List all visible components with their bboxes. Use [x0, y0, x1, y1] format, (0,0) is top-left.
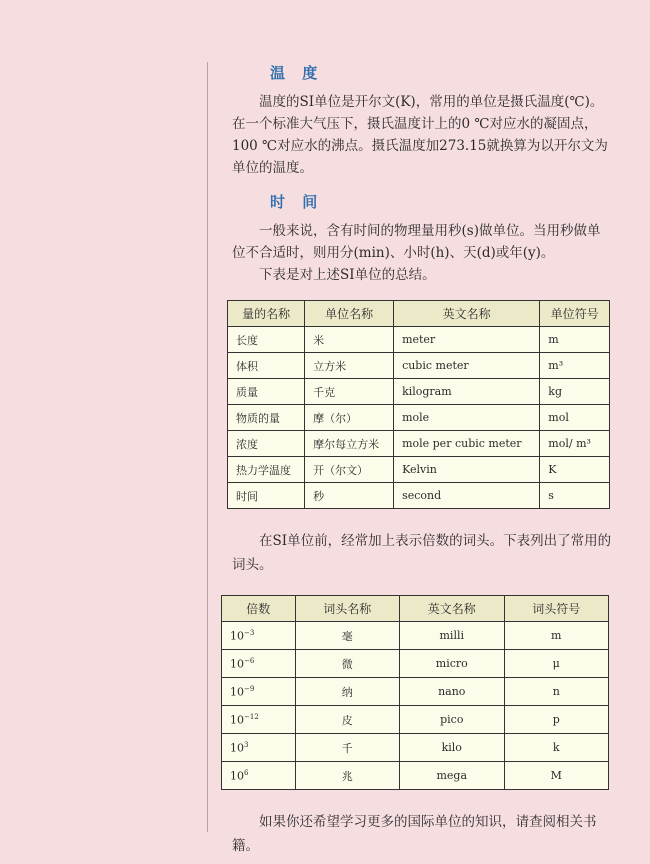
time-paragraph: 一般来说，含有时间的物理量用秒(s)做单位。当用秒做单位不合适时，则用分(min)、小时(h)、天(d)或年(y)。: [232, 223, 601, 261]
multiplier-exponent: 6: [244, 768, 249, 777]
table-row: [222, 650, 609, 678]
table-cell: 纳: [295, 678, 399, 706]
table-cell: micro: [400, 650, 504, 678]
table-cell: M: [504, 762, 609, 790]
table-cell: [222, 734, 296, 762]
table-cell: n: [504, 678, 609, 706]
multiplier-exponent: −9: [244, 684, 255, 693]
table-row: [228, 405, 610, 431]
si-units-table: [227, 300, 610, 509]
table-cell: 体积: [228, 353, 305, 379]
prefix-table-body: [222, 622, 609, 790]
table-cell: kg: [540, 379, 610, 405]
table-cell: 质量: [228, 379, 305, 405]
multiplier-base: 10: [230, 629, 244, 643]
table-cell: second: [394, 483, 540, 509]
column-header: 量的名称: [228, 301, 305, 327]
table-row: [228, 353, 610, 379]
textbook-page: [232, 62, 612, 858]
temperature-heading: 温 度: [270, 64, 324, 82]
table-cell: [222, 706, 296, 734]
table-cell: m: [540, 327, 610, 353]
table-row: [228, 327, 610, 353]
table-cell: 时间: [228, 483, 305, 509]
table-cell: m³: [540, 353, 610, 379]
table-cell: mole per cubic meter: [394, 431, 540, 457]
multiplier-exponent: 3: [244, 740, 249, 749]
table-cell: [222, 762, 296, 790]
si-table-body: [228, 327, 610, 509]
table-row: [228, 457, 610, 483]
table-cell: 热力学温度: [228, 457, 305, 483]
multiplier-exponent: −6: [244, 656, 255, 665]
table-cell: [222, 622, 296, 650]
table-row: [222, 622, 609, 650]
column-header: 词头符号: [504, 596, 609, 622]
table-cell: 摩尔每立方米: [305, 431, 394, 457]
table-cell: milli: [400, 622, 504, 650]
table-row: [222, 734, 609, 762]
table-cell: kilo: [400, 734, 504, 762]
table-cell: 秒: [305, 483, 394, 509]
table-cell: 千克: [305, 379, 394, 405]
table-cell: cubic meter: [394, 353, 540, 379]
column-header: 倍数: [222, 596, 296, 622]
table-cell: mole: [394, 405, 540, 431]
table-cell: μ: [504, 650, 609, 678]
prefix-table: [221, 595, 609, 790]
column-header: 英文名称: [394, 301, 540, 327]
table-cell: K: [540, 457, 610, 483]
table-cell: 物质的量: [228, 405, 305, 431]
table-cell: 开（尔文）: [305, 457, 394, 483]
temperature-paragraph: 温度的SI单位是开尔文(K)，常用的单位是摄氏温度(℃)。在一个标准大气压下，摄氏温度计上的0 ℃对应水的凝固点，100 ℃对应水的沸点。摄氏温度加273.15就换算为以开尔文为单位的温度。: [232, 94, 608, 176]
multiplier-exponent: −3: [244, 628, 255, 637]
table-header-row: [222, 596, 609, 622]
prefix-intro: 在SI单位前，经常加上表示倍数的词头。下表列出了常用的词头。: [232, 533, 612, 573]
table-row: [228, 379, 610, 405]
table-row: [228, 483, 610, 509]
table-cell: m: [504, 622, 609, 650]
multiplier-base: 10: [230, 713, 244, 727]
table-cell: 立方米: [305, 353, 394, 379]
table-cell: 千: [295, 734, 399, 762]
table-row: [228, 431, 610, 457]
table-cell: 浓度: [228, 431, 305, 457]
column-header: 词头名称: [295, 596, 399, 622]
table-header-row: [228, 301, 610, 327]
margin-line: [207, 62, 208, 832]
table-cell: [222, 650, 296, 678]
table-cell: k: [504, 734, 609, 762]
table-cell: kilogram: [394, 379, 540, 405]
table-cell: 微: [295, 650, 399, 678]
column-header: 单位名称: [305, 301, 394, 327]
table-cell: 米: [305, 327, 394, 353]
multiplier-exponent: −12: [244, 712, 259, 721]
table-cell: s: [540, 483, 610, 509]
time-heading: 时 间: [270, 193, 324, 211]
table-cell: Kelvin: [394, 457, 540, 483]
table-cell: 皮: [295, 706, 399, 734]
table-cell: 长度: [228, 327, 305, 353]
multiplier-base: 10: [230, 769, 244, 783]
table-intro: 下表是对上述SI单位的总结。: [259, 267, 436, 283]
table-cell: meter: [394, 327, 540, 353]
table-row: [222, 762, 609, 790]
table-cell: 兆: [295, 762, 399, 790]
table-cell: 毫: [295, 622, 399, 650]
table-cell: p: [504, 706, 609, 734]
table-cell: mol: [540, 405, 610, 431]
table-cell: pico: [400, 706, 504, 734]
closing-paragraph: 如果你还希望学习更多的国际单位的知识，请查阅相关书籍。: [232, 814, 597, 854]
multiplier-base: 10: [230, 657, 244, 671]
table-row: [222, 706, 609, 734]
table-cell: mega: [400, 762, 504, 790]
table-row: [222, 678, 609, 706]
table-cell: mol/ m³: [540, 431, 610, 457]
table-cell: 摩（尔）: [305, 405, 394, 431]
column-header: 英文名称: [400, 596, 504, 622]
table-cell: [222, 678, 296, 706]
column-header: 单位符号: [540, 301, 610, 327]
multiplier-base: 10: [230, 685, 244, 699]
table-cell: nano: [400, 678, 504, 706]
multiplier-base: 10: [230, 741, 244, 755]
